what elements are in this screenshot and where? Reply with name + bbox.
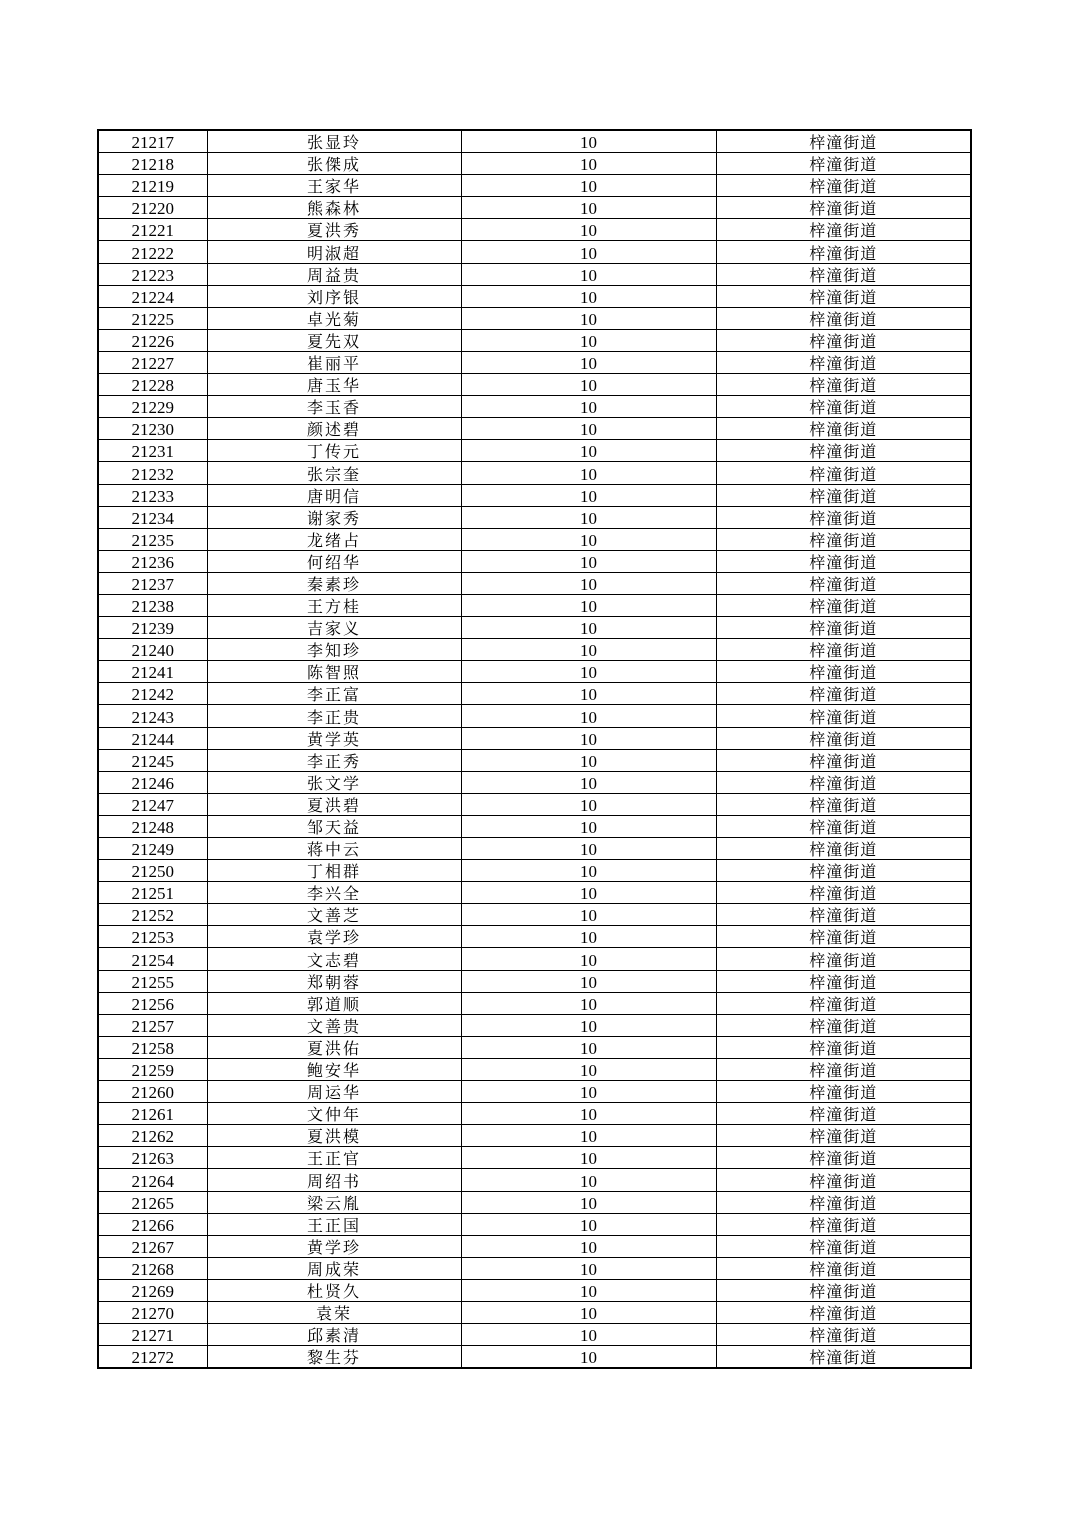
row-number-cell: 21259 [98,1058,207,1080]
amount-cell: 10 [461,705,716,727]
amount-cell: 10 [461,639,716,661]
name-cell: 何绍华 [207,550,461,572]
area-cell: 梓潼街道 [716,572,971,594]
table-row [98,528,971,550]
area-cell: 梓潼街道 [716,418,971,440]
row-number-cell: 21230 [98,418,207,440]
area-cell: 梓潼街道 [716,285,971,307]
area-cell: 梓潼街道 [716,1014,971,1036]
table-row [98,1081,971,1103]
name-cell: 夏洪佑 [207,1036,461,1058]
amount-cell: 10 [461,285,716,307]
table-row [98,307,971,329]
row-number-cell: 21263 [98,1147,207,1169]
name-cell: 夏洪模 [207,1125,461,1147]
row-number-cell: 21258 [98,1036,207,1058]
amount-cell: 10 [461,130,716,153]
area-cell: 梓潼街道 [716,970,971,992]
area-cell: 梓潼街道 [716,550,971,572]
row-number-cell: 21252 [98,904,207,926]
name-cell: 张显玲 [207,130,461,153]
area-cell: 梓潼街道 [716,683,971,705]
table-row [98,197,971,219]
name-cell: 丁相群 [207,860,461,882]
table-row [98,882,971,904]
table-row [98,661,971,683]
area-cell: 梓潼街道 [716,1147,971,1169]
name-cell: 王正官 [207,1147,461,1169]
row-number-cell: 21268 [98,1257,207,1279]
name-cell: 文善芝 [207,904,461,926]
name-cell: 鲍安华 [207,1058,461,1080]
table-row [98,1125,971,1147]
row-number-cell: 21269 [98,1279,207,1301]
name-cell: 谢家秀 [207,506,461,528]
amount-cell: 10 [461,396,716,418]
amount-cell: 10 [461,263,716,285]
amount-cell: 10 [461,727,716,749]
table-row [98,617,971,639]
row-number-cell: 21249 [98,838,207,860]
amount-cell: 10 [461,153,716,175]
table-row [98,506,971,528]
table-row [98,1346,971,1369]
amount-cell: 10 [461,1125,716,1147]
amount-cell: 10 [461,771,716,793]
area-cell: 梓潼街道 [716,263,971,285]
row-number-cell: 21267 [98,1235,207,1257]
row-number-cell: 21265 [98,1191,207,1213]
amount-cell: 10 [461,550,716,572]
amount-cell: 10 [461,1213,716,1235]
table-row [98,1036,971,1058]
amount-cell: 10 [461,506,716,528]
name-cell: 卓光菊 [207,307,461,329]
row-number-cell: 21221 [98,219,207,241]
row-number-cell: 21271 [98,1324,207,1346]
table-row [98,793,971,815]
row-number-cell: 21240 [98,639,207,661]
name-cell: 张傑成 [207,153,461,175]
name-cell: 梁云胤 [207,1191,461,1213]
row-number-cell: 21231 [98,440,207,462]
area-cell: 梓潼街道 [716,1081,971,1103]
table-row [98,749,971,771]
amount-cell: 10 [461,1346,716,1369]
name-cell: 夏洪碧 [207,793,461,815]
name-cell: 杜贤久 [207,1279,461,1301]
table-row [98,594,971,616]
amount-cell: 10 [461,815,716,837]
area-cell: 梓潼街道 [716,1213,971,1235]
table-row [98,838,971,860]
amount-cell: 10 [461,1235,716,1257]
name-cell: 蒋中云 [207,838,461,860]
amount-cell: 10 [461,661,716,683]
amount-cell: 10 [461,572,716,594]
amount-cell: 10 [461,1279,716,1301]
name-cell: 周绍书 [207,1169,461,1191]
area-cell: 梓潼街道 [716,882,971,904]
name-cell: 吉家义 [207,617,461,639]
row-number-cell: 21246 [98,771,207,793]
amount-cell: 10 [461,418,716,440]
name-cell: 黄学珍 [207,1235,461,1257]
amount-cell: 10 [461,440,716,462]
row-number-cell: 21233 [98,484,207,506]
area-cell: 梓潼街道 [716,749,971,771]
table-row [98,1014,971,1036]
row-number-cell: 21250 [98,860,207,882]
area-cell: 梓潼街道 [716,1257,971,1279]
amount-cell: 10 [461,948,716,970]
row-number-cell: 21224 [98,285,207,307]
name-cell: 熊森林 [207,197,461,219]
row-number-cell: 21243 [98,705,207,727]
amount-cell: 10 [461,992,716,1014]
area-cell: 梓潼街道 [716,351,971,373]
area-cell: 梓潼街道 [716,1301,971,1323]
table-row [98,351,971,373]
area-cell: 梓潼街道 [716,528,971,550]
area-cell: 梓潼街道 [716,374,971,396]
amount-cell: 10 [461,1014,716,1036]
amount-cell: 10 [461,374,716,396]
row-number-cell: 21272 [98,1346,207,1369]
table-row [98,771,971,793]
area-cell: 梓潼街道 [716,727,971,749]
table-row [98,948,971,970]
area-cell: 梓潼街道 [716,153,971,175]
row-number-cell: 21254 [98,948,207,970]
name-cell: 龙绪占 [207,528,461,550]
table-row [98,572,971,594]
area-cell: 梓潼街道 [716,506,971,528]
amount-cell: 10 [461,793,716,815]
table-row [98,815,971,837]
row-number-cell: 21248 [98,815,207,837]
area-cell: 梓潼街道 [716,396,971,418]
row-number-cell: 21234 [98,506,207,528]
row-number-cell: 21235 [98,528,207,550]
table-row [98,285,971,307]
amount-cell: 10 [461,904,716,926]
table-row [98,727,971,749]
row-number-cell: 21241 [98,661,207,683]
area-cell: 梓潼街道 [716,1346,971,1369]
name-cell: 李玉香 [207,396,461,418]
row-number-cell: 21264 [98,1169,207,1191]
area-cell: 梓潼街道 [716,926,971,948]
area-cell: 梓潼街道 [716,815,971,837]
area-cell: 梓潼街道 [716,860,971,882]
amount-cell: 10 [461,926,716,948]
name-cell: 文仲年 [207,1103,461,1125]
area-cell: 梓潼街道 [716,992,971,1014]
name-cell: 刘序银 [207,285,461,307]
row-number-cell: 21237 [98,572,207,594]
table-row [98,1257,971,1279]
area-cell: 梓潼街道 [716,241,971,263]
row-number-cell: 21232 [98,462,207,484]
document-table-container [97,129,970,1369]
name-cell: 邹天益 [207,815,461,837]
amount-cell: 10 [461,1036,716,1058]
row-number-cell: 21270 [98,1301,207,1323]
amount-cell: 10 [461,749,716,771]
row-number-cell: 21223 [98,263,207,285]
table-row [98,396,971,418]
amount-cell: 10 [461,970,716,992]
amount-cell: 10 [461,351,716,373]
name-cell: 周运华 [207,1081,461,1103]
table-row [98,418,971,440]
area-cell: 梓潼街道 [716,462,971,484]
amount-cell: 10 [461,219,716,241]
amount-cell: 10 [461,484,716,506]
table-row [98,1103,971,1125]
name-cell: 文善贵 [207,1014,461,1036]
table-row [98,329,971,351]
table-row [98,1191,971,1213]
table-row [98,639,971,661]
name-cell: 文志碧 [207,948,461,970]
table-row [98,1147,971,1169]
amount-cell: 10 [461,1324,716,1346]
table-row [98,970,971,992]
row-number-cell: 21222 [98,241,207,263]
amount-cell: 10 [461,1257,716,1279]
area-cell: 梓潼街道 [716,948,971,970]
area-cell: 梓潼街道 [716,793,971,815]
name-cell: 袁荣 [207,1301,461,1323]
table-row [98,1058,971,1080]
row-number-cell: 21218 [98,153,207,175]
row-number-cell: 21242 [98,683,207,705]
table-row [98,153,971,175]
name-cell: 夏先双 [207,329,461,351]
name-cell: 崔丽平 [207,351,461,373]
name-cell: 袁学珍 [207,926,461,948]
amount-cell: 10 [461,1191,716,1213]
amount-cell: 10 [461,528,716,550]
name-cell: 张文学 [207,771,461,793]
name-cell: 李知珍 [207,639,461,661]
amount-cell: 10 [461,1103,716,1125]
area-cell: 梓潼街道 [716,1279,971,1301]
name-cell: 夏洪秀 [207,219,461,241]
amount-cell: 10 [461,175,716,197]
table-row [98,1235,971,1257]
area-cell: 梓潼街道 [716,219,971,241]
table-row [98,926,971,948]
name-cell: 郭道顺 [207,992,461,1014]
row-number-cell: 21257 [98,1014,207,1036]
row-number-cell: 21217 [98,130,207,153]
name-cell: 黎生芬 [207,1346,461,1369]
name-cell: 丁传元 [207,440,461,462]
row-number-cell: 21244 [98,727,207,749]
table-row [98,219,971,241]
table-row [98,1324,971,1346]
name-cell: 周益贵 [207,263,461,285]
area-cell: 梓潼街道 [716,1058,971,1080]
name-cell: 周成荣 [207,1257,461,1279]
name-cell: 王家华 [207,175,461,197]
table-row [98,484,971,506]
area-cell: 梓潼街道 [716,307,971,329]
table-row [98,705,971,727]
row-number-cell: 21226 [98,329,207,351]
name-cell: 唐玉华 [207,374,461,396]
area-cell: 梓潼街道 [716,838,971,860]
table-row [98,1169,971,1191]
amount-cell: 10 [461,1147,716,1169]
name-cell: 李正贵 [207,705,461,727]
amount-cell: 10 [461,1058,716,1080]
area-cell: 梓潼街道 [716,705,971,727]
row-number-cell: 21266 [98,1213,207,1235]
row-number-cell: 21262 [98,1125,207,1147]
table-row [98,1213,971,1235]
table-row [98,462,971,484]
amount-cell: 10 [461,1081,716,1103]
area-cell: 梓潼街道 [716,329,971,351]
table-row [98,263,971,285]
name-cell: 李正富 [207,683,461,705]
name-cell: 秦素珍 [207,572,461,594]
amount-cell: 10 [461,1169,716,1191]
row-number-cell: 21238 [98,594,207,616]
amount-cell: 10 [461,594,716,616]
row-number-cell: 21260 [98,1081,207,1103]
amount-cell: 10 [461,197,716,219]
name-cell: 王方桂 [207,594,461,616]
row-number-cell: 21227 [98,351,207,373]
row-number-cell: 21261 [98,1103,207,1125]
amount-cell: 10 [461,683,716,705]
amount-cell: 10 [461,462,716,484]
row-number-cell: 21236 [98,550,207,572]
area-cell: 梓潼街道 [716,1235,971,1257]
row-number-cell: 21253 [98,926,207,948]
area-cell: 梓潼街道 [716,197,971,219]
area-cell: 梓潼街道 [716,1324,971,1346]
name-cell: 李兴全 [207,882,461,904]
name-cell: 王正国 [207,1213,461,1235]
row-number-cell: 21239 [98,617,207,639]
amount-cell: 10 [461,617,716,639]
amount-cell: 10 [461,882,716,904]
row-number-cell: 21219 [98,175,207,197]
name-cell: 邱素清 [207,1324,461,1346]
area-cell: 梓潼街道 [716,617,971,639]
row-number-cell: 21245 [98,749,207,771]
name-cell: 黄学英 [207,727,461,749]
amount-cell: 10 [461,1301,716,1323]
area-cell: 梓潼街道 [716,661,971,683]
table-row [98,550,971,572]
row-number-cell: 21225 [98,307,207,329]
name-cell: 张宗奎 [207,462,461,484]
name-cell: 陈智照 [207,661,461,683]
area-cell: 梓潼街道 [716,1036,971,1058]
name-cell: 唐明信 [207,484,461,506]
name-cell: 颜述碧 [207,418,461,440]
area-cell: 梓潼街道 [716,1191,971,1213]
amount-cell: 10 [461,838,716,860]
area-cell: 梓潼街道 [716,771,971,793]
table-row [98,904,971,926]
row-number-cell: 21256 [98,992,207,1014]
row-number-cell: 21251 [98,882,207,904]
area-cell: 梓潼街道 [716,440,971,462]
amount-cell: 10 [461,329,716,351]
name-cell: 郑朝蓉 [207,970,461,992]
table-row [98,130,971,153]
area-cell: 梓潼街道 [716,484,971,506]
row-number-cell: 21220 [98,197,207,219]
amount-cell: 10 [461,241,716,263]
area-cell: 梓潼街道 [716,1103,971,1125]
table-row [98,175,971,197]
area-cell: 梓潼街道 [716,1125,971,1147]
table-row [98,241,971,263]
amount-cell: 10 [461,307,716,329]
area-cell: 梓潼街道 [716,1169,971,1191]
table-row [98,992,971,1014]
area-cell: 梓潼街道 [716,175,971,197]
table-row [98,440,971,462]
area-cell: 梓潼街道 [716,639,971,661]
table-row [98,374,971,396]
table-row [98,860,971,882]
table-row [98,1301,971,1323]
roster-table-body [98,130,971,1368]
area-cell: 梓潼街道 [716,904,971,926]
name-cell: 明淑超 [207,241,461,263]
table-row [98,683,971,705]
row-number-cell: 21228 [98,374,207,396]
row-number-cell: 21229 [98,396,207,418]
row-number-cell: 21247 [98,793,207,815]
area-cell: 梓潼街道 [716,594,971,616]
amount-cell: 10 [461,860,716,882]
roster-table [97,129,972,1369]
table-row [98,1279,971,1301]
area-cell: 梓潼街道 [716,130,971,153]
row-number-cell: 21255 [98,970,207,992]
name-cell: 李正秀 [207,749,461,771]
